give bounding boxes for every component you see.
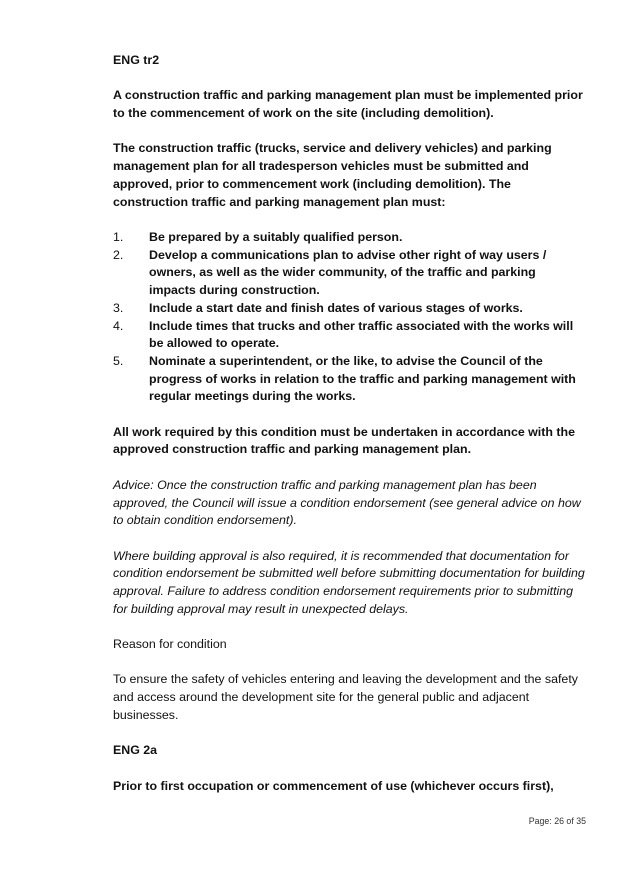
list-item: [113, 300, 585, 318]
plan-requirement: The construction traffic (trucks, service and delivery vehicles) and parking management plan for all tradesperson vehicles must be submitted and approved, prior to commencement work (including demolition). The construction traffic and parking management plan must:: [113, 141, 552, 209]
accordance-statement: All work required by this condition must be undertaken in accordance with the approved construction traffic and parking management plan.: [113, 424, 575, 457]
list-item-number: 4.: [113, 318, 124, 333]
list-item-number: 5.: [113, 353, 124, 368]
list-item-text: Include times that trucks and other traffic associated with the works will be allowed to operate.: [149, 318, 574, 351]
condition-heading-eng-2a: ENG 2a: [113, 743, 158, 758]
condition-heading-eng-tr2: ENG tr2: [113, 53, 160, 67]
list-item: [113, 247, 585, 300]
list-item-number: 3.: [113, 300, 124, 315]
list-item-text: Develop a communications plan to advise other right of way users / owners, as well as the wider community, of the traffic and parking impacts during construction.: [149, 247, 547, 298]
list-item-text: Be prepared by a suitably qualified person.: [149, 229, 403, 244]
list-item: [113, 229, 585, 247]
list-item-number: 2.: [113, 247, 124, 262]
condition-intro: A construction traffic and parking management plan must be implemented prior to the commencement of work on the site (including demolition).: [113, 88, 583, 121]
page-number: Page: 26 of 35: [528, 816, 586, 826]
list-item-text: Include a start date and finish dates of various stages of works.: [149, 300, 523, 315]
eng-2a-intro: Prior to first occupation or commencement of use (whichever occurs first),: [113, 778, 554, 793]
reason-label: Reason for condition: [113, 637, 227, 652]
advice-note: Advice: Once the construction traffic and parking management plan has been approved, the Council will issue a condition endorsement (see general advice on how to obtain condition endorsement).: [113, 477, 581, 528]
list-item: [113, 353, 585, 406]
list-item-number: 1.: [113, 229, 124, 244]
list-item-text: Nominate a superintendent, or the like, to advise the Council of the progress of works in relation to the traffic and parking management with regular meetings during the works.: [149, 353, 576, 404]
building-approval-note: Where building approval is also required, it is recommended that documentation for condition endorsement be submitted well before submitting documentation for building approval. Failure to address condition endorsement requirements prior to submitting for building approval may result in unexpected delays.: [113, 548, 585, 616]
list-item: [113, 318, 585, 353]
reason-text: To ensure the safety of vehicles entering and leaving the development and the safety and access around the development site for the general public and adjacent businesses.: [113, 672, 578, 722]
page-content: [113, 52, 585, 795]
requirements-list: [113, 229, 585, 406]
